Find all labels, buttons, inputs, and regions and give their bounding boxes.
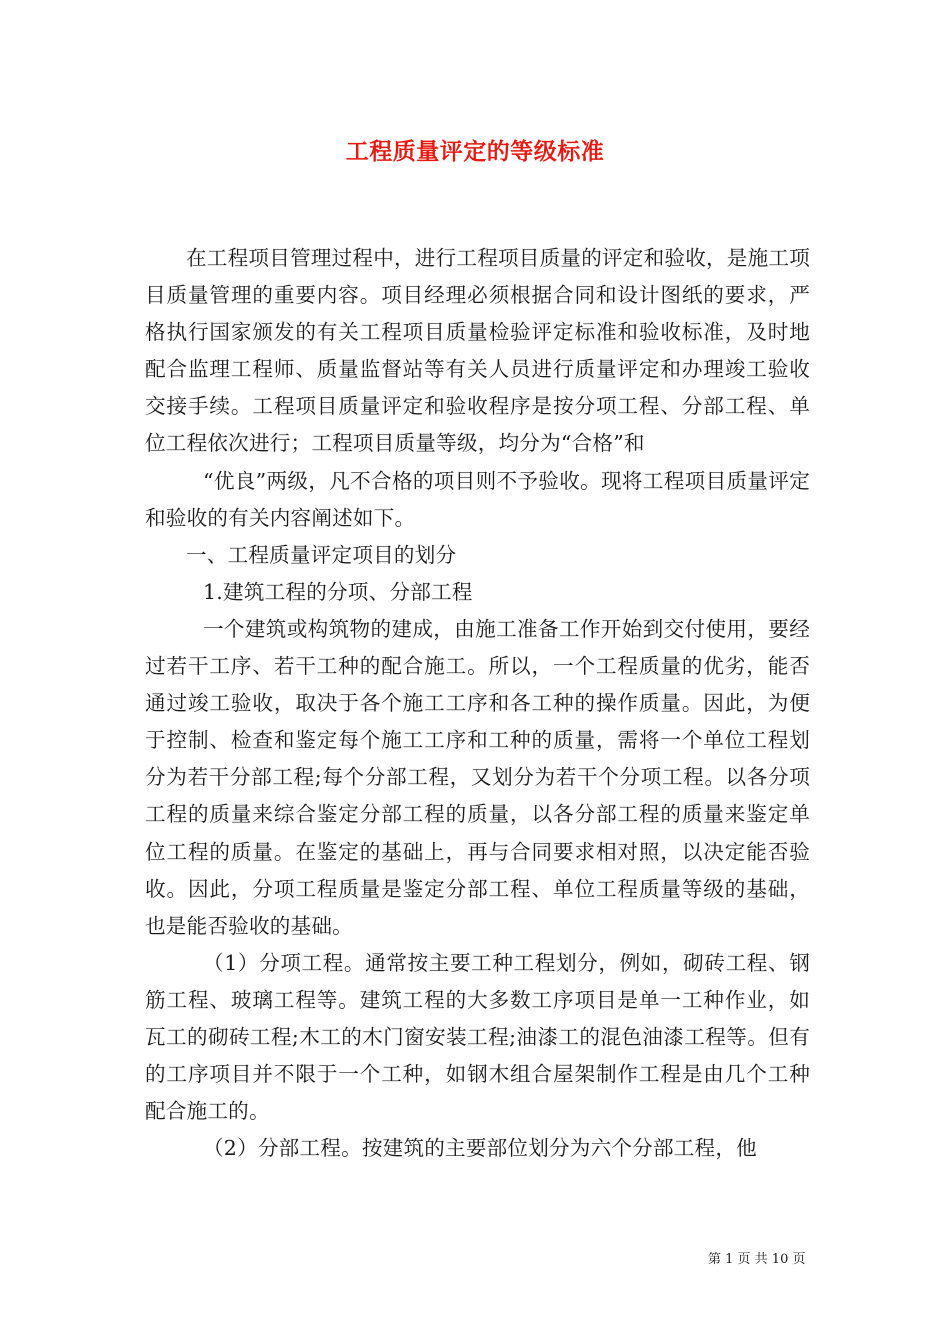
- page-number: 第 1 页 共 10 页: [708, 1252, 806, 1267]
- paragraph-subitem-work: （1）分项工程。通常按主要工种工程划分，例如，砌砖工程、钢筋工程、玻璃工程等。建筑工程的大多数工序项目是单一工种作业，如瓦工的砌砖工程;木工的木门窗安装工程;油漆工的混色油漆工程等。但有的工序项目并不限于一个工种，如钢木组合屋架制作工程是由几个工种配合施工的。: [145, 950, 810, 1124]
- document-body: [145, 240, 810, 1167]
- document-title: 工程质量评定的等级标准: [345, 138, 605, 165]
- paragraph-intro-continued: “优良”两级，凡不合格的项目则不予验收。现将工程项目质量评定和验收的有关内容阐述如下。: [145, 468, 810, 530]
- subsection-heading-1-1: 1.建筑工程的分项、分部工程: [203, 579, 473, 604]
- paragraph-intro: 在工程项目管理过程中，进行工程项目质量的评定和验收，是施工项目质量管理的重要内容。项目经理必须根据合同和设计图纸的要求，严格执行国家颁发的有关工程项目质量检验评定标准和验收标准，及时地配合监理工程师、质量监督站等有关人员进行质量评定和办理竣工验收交接手续。工程项目质量评定和验收程序是按分项工程、分部工程、单位工程依次进行；工程项目质量等级，均分为“合格”和: [145, 246, 810, 456]
- section-heading-1: 一、工程质量评定项目的划分: [186, 542, 457, 567]
- paragraph-division-work: （2）分部工程。按建筑的主要部位划分为六个分部工程，他: [203, 1136, 757, 1161]
- paragraph-construction: 一个建筑或构筑物的建成，由施工准备工作开始到交付使用，要经过若干工序、若干工种的配合施工。所以，一个工程质量的优劣，能否通过竣工验收，取决于各个施工工序和各工种的操作质量。因此，为便于控制、检查和鉴定每个施工工序和工种的质量，需将一个单位工程划分为若干分部工程;每个分部工程，又划分为若干个分项工程。以各分项工程的质量来综合鉴定分部工程的质量，以各分部工程的质量来鉴定单位工程的质量。在鉴定的基础上，再与合同要求相对照，以决定能否验收。因此，分项工程质量是鉴定分部工程、单位工程质量等级的基础，也是能否验收的基础。: [145, 616, 810, 938]
